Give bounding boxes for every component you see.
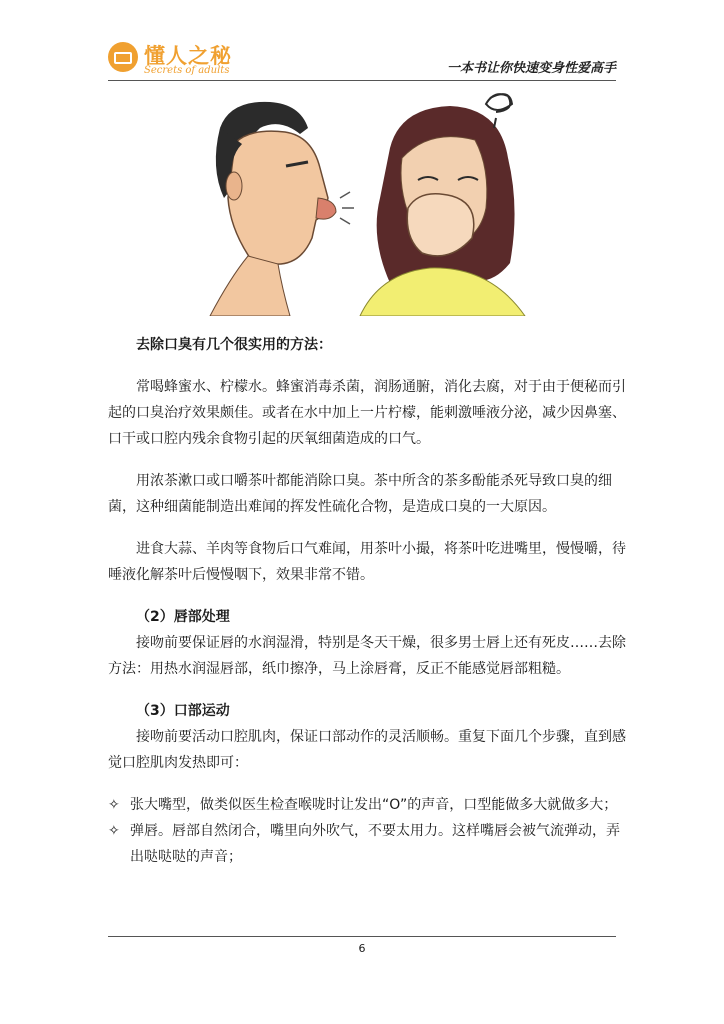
logo xyxy=(108,40,258,80)
list-item xyxy=(108,792,628,818)
paragraph-honey: 常喝蜂蜜水、柠檬水。蜂蜜消毒杀菌，润肠通腑，消化去腐，对于由于便秘而引起的口臭治疗效果颇佳。或者在水中加上一片柠檬，能刺激唾液分泌，减少因鼻塞、口干或口腔内残余食物引起的厌氧细菌造成的口气。 xyxy=(108,379,626,447)
woman-figure xyxy=(360,94,525,316)
section3-heading: （3）口部运动 xyxy=(136,703,230,719)
footer-divider xyxy=(108,936,616,937)
logo-title: 懂人之秘 xyxy=(144,44,232,68)
list-item xyxy=(108,818,628,870)
page-number: 6 xyxy=(358,942,366,955)
bad-breath-illustration xyxy=(190,88,535,316)
section2-heading: （2）唇部处理 xyxy=(136,609,230,625)
section2-text: 接吻前要保证唇的水润湿滑，特别是冬天干燥，很多男士唇上还有死皮……去除方法：用热水润湿唇部，纸巾擦净，马上涂唇膏，反正不能感觉唇部粗糙。 xyxy=(108,635,626,677)
main-content xyxy=(108,332,628,870)
man-figure xyxy=(210,102,354,316)
bullet-mark-icon: ✧ xyxy=(108,797,120,813)
paragraph-tea: 用浓茶漱口或口嚼茶叶都能消除口臭。茶中所含的茶多酚能杀死导致口臭的细菌，这种细菌能制造出难闻的挥发性硫化合物，是造成口臭的一大原因。 xyxy=(108,473,612,515)
header-tagline: 一本书让你快速变身性爱高手 xyxy=(446,61,616,76)
header-divider xyxy=(108,80,616,81)
list-item-text: 弹唇。唇部自然闭合，嘴里向外吹气，不要太用力。这样嘴唇会被气流弹动，弄出哒哒哒的声音； xyxy=(130,823,620,865)
section-heading: 去除口臭有几个很实用的方法： xyxy=(136,337,332,353)
logo-subtitle: Secrets of adults xyxy=(144,65,230,76)
envelope-icon xyxy=(108,42,138,72)
bullet-mark-icon: ✧ xyxy=(108,823,120,839)
list-item-text: 张大嘴型，做类似医生检查喉咙时让发出“O”的声音，口型能做多大就做多大； xyxy=(130,797,618,813)
section3-text: 接吻前要活动口腔肌肉，保证口部动作的灵活顺畅。重复下面几个步骤，直到感觉口腔肌肉发热即可： xyxy=(108,729,626,771)
paragraph-garlic: 进食大蒜、羊肉等食物后口气难闻，用茶叶小撮，将茶叶吃进嘴里，慢慢嚼，待唾液化解茶叶后慢慢咽下，效果非常不错。 xyxy=(108,541,626,583)
